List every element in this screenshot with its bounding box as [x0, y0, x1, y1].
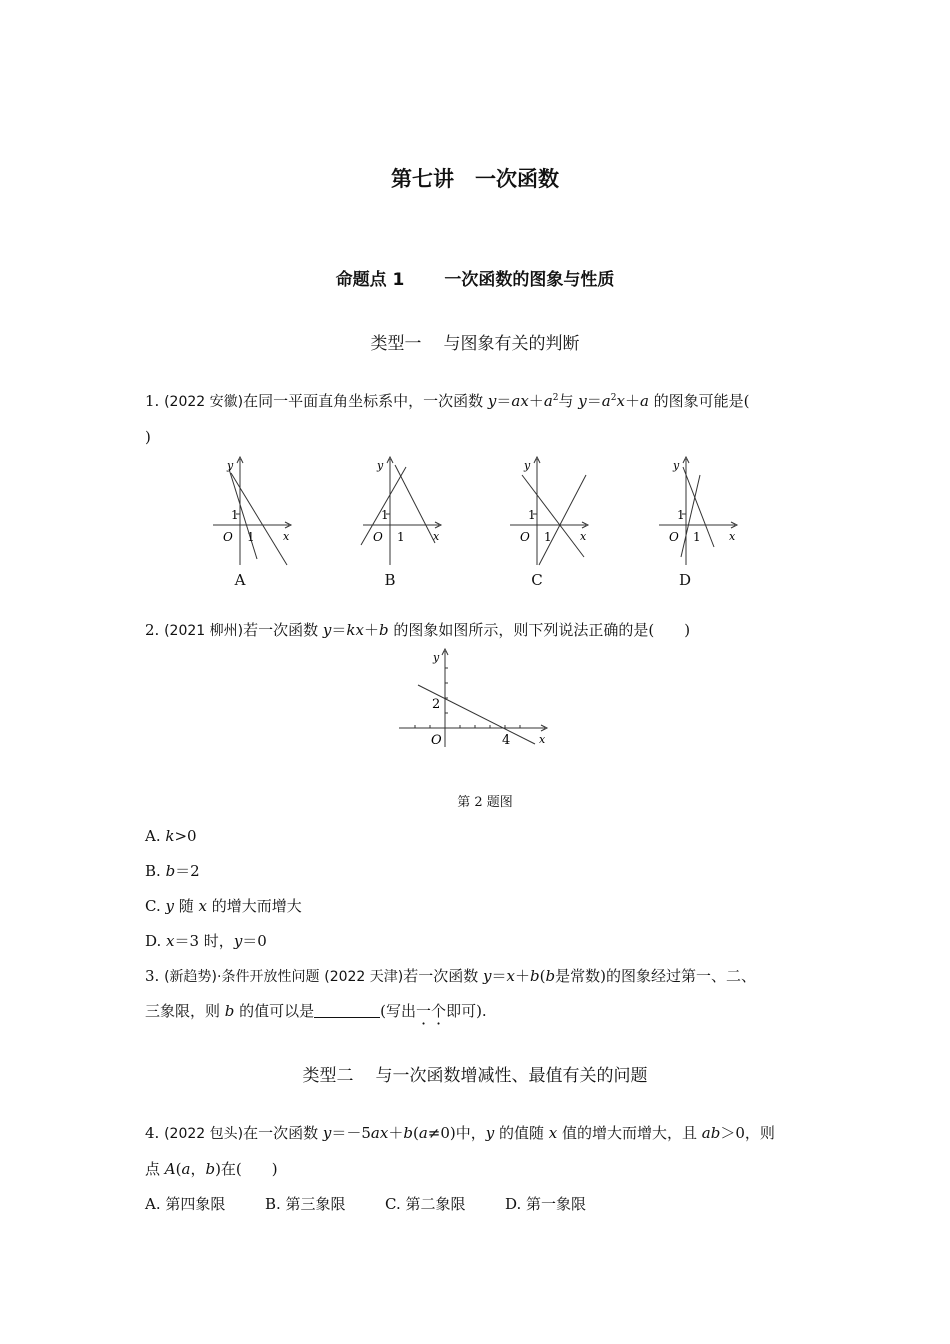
q4-stem-line2: 点 A(a，b)在( )	[145, 1160, 278, 1178]
svg-text:x: x	[580, 530, 587, 543]
q4-option-c[interactable]: C. 第二象限	[385, 1195, 466, 1213]
svg-text:1: 1	[231, 508, 239, 522]
q4-option-b[interactable]: B. 第三象限	[265, 1195, 346, 1213]
svg-text:O: O	[669, 530, 679, 544]
svg-text:1: 1	[397, 530, 405, 544]
q1-graph-a	[205, 453, 295, 568]
svg-text:1: 1	[677, 508, 685, 522]
q2-caption: 第 2 题图	[457, 795, 513, 810]
svg-text:y: y	[227, 459, 234, 472]
q2-option-a[interactable]: A. k>0	[145, 827, 197, 845]
q2-graph	[395, 647, 555, 752]
type2-heading	[0, 1061, 950, 1086]
svg-text:1: 1	[544, 530, 552, 544]
page-title: 第七讲 一次函数	[391, 167, 559, 191]
line-c2	[539, 475, 586, 565]
svg-text:O: O	[431, 733, 442, 748]
type1-name: 与图象有关的判断	[443, 334, 580, 354]
q1-graph-d	[651, 453, 746, 568]
q1-option-d[interactable]: D	[678, 571, 692, 589]
svg-text:1: 1	[693, 530, 701, 544]
q3-answer-blank[interactable]	[314, 1003, 380, 1018]
section-heading	[0, 265, 950, 290]
q2-stem: 2. (2021 柳州)若一次函数 y＝kx＋b 的图象如图所示，则下列说法正确的是( )	[145, 621, 691, 639]
q1-option-b[interactable]: B	[384, 571, 396, 589]
section-label: 命题点 1	[335, 270, 405, 290]
q2-option-b[interactable]: B. b＝2	[145, 862, 200, 880]
svg-text:4: 4	[502, 733, 511, 748]
type2-label: 类型二	[302, 1066, 354, 1086]
q2-option-d[interactable]: D. x＝3 时，y＝0	[145, 932, 267, 950]
q1-option-c[interactable]: C	[531, 571, 543, 589]
q4-option-a[interactable]: A. 第四象限	[145, 1195, 226, 1213]
svg-text:1: 1	[381, 508, 389, 522]
svg-text:x: x	[729, 530, 736, 543]
svg-text:1: 1	[247, 530, 255, 544]
q4-stem: 4. (2022 包头)在一次函数 y＝－5ax＋b(a≠0)中，y 的值随 x 值的增大而增大，且 ab＞0，则	[145, 1124, 775, 1142]
q1-graph-b	[355, 453, 445, 568]
q4-option-d[interactable]: D. 第一象限	[505, 1195, 587, 1213]
type1-label: 类型一	[370, 334, 422, 354]
q1-stem: 1. (2022 安徽)在同一平面直角坐标系中，一次函数 $y=ax+a^2$与 $y=a^2x+a$ 的图象可能是(	[145, 392, 750, 410]
svg-text:y: y	[524, 459, 531, 472]
type2-name: 与一次函数增减性、最值有关的问题	[375, 1066, 648, 1086]
svg-text:y: y	[433, 651, 440, 664]
q2-option-c[interactable]: C. y 随 x 的增大而增大	[145, 897, 302, 915]
svg-text:x: x	[539, 733, 546, 746]
q3-stem-line2: 三象限，则 b 的值可以是 (写出一个即可).	[145, 1002, 487, 1020]
svg-text:y: y	[377, 459, 384, 472]
q1-graph-c	[502, 453, 597, 568]
line-a2	[231, 473, 287, 565]
svg-text:x: x	[283, 530, 290, 543]
svg-text:y: y	[673, 459, 680, 472]
svg-text:O: O	[223, 530, 233, 544]
q1-answer-paren: )	[145, 428, 151, 446]
svg-text:x: x	[433, 530, 440, 543]
section-name: 一次函数的图象与性质	[444, 270, 615, 290]
svg-text:2: 2	[432, 697, 441, 712]
svg-text:O: O	[520, 530, 530, 544]
type1-heading	[0, 329, 950, 354]
q4-options	[145, 1194, 586, 1214]
svg-text:1: 1	[528, 508, 536, 522]
svg-text:O: O	[373, 530, 383, 544]
q1-option-a[interactable]: A	[234, 571, 246, 589]
q3-stem: 3. (新趋势)·条件开放性问题 (2022 天津)若一次函数 y＝x＋b(b是常数)的图象经过第一、二、	[145, 967, 756, 985]
